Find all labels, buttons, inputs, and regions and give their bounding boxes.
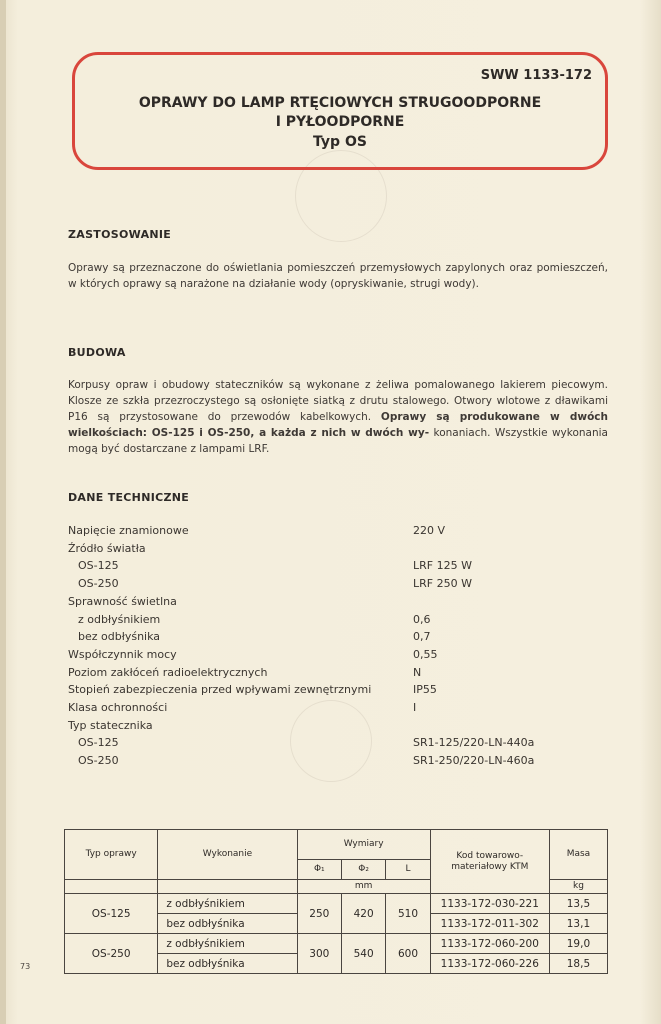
budowa-text-part-a: Korpusy opraw i obudowy stateczników są wykonane z żeliwa pomalowanego lakierem piecowym. Klosze ze szkła przezroczystego są osłonięte siatką z drutu stalowego. Otwory wlotowe z dławikami P16 są przystosowane do przewodów kabelkowych. xyxy=(68,379,608,423)
bleed-through-circle xyxy=(290,700,372,782)
cell-wykonanie: bez odbłyśnika xyxy=(158,914,297,934)
cell-typ: OS-125 xyxy=(65,894,158,934)
spec-label: Stopień zabezpieczenia przed wpływami zewnętrznymi xyxy=(68,683,372,696)
cell-wykonanie: z odbłyśnikiem xyxy=(158,934,297,954)
spec-label: Źródło światła xyxy=(68,542,146,555)
cell-phi2: 540 xyxy=(341,934,385,974)
spec-value: LRF 250 W xyxy=(413,577,472,590)
zastosowanie-text: Oprawy są przeznaczone do oświetlania pomieszczeń przemysłowych zapylonych oraz pomieszczeń, w których oprawy są narażone na działanie wody (opryskiwanie, strugi wody). xyxy=(68,262,608,290)
section-heading-dane: DANE TECHNICZNE xyxy=(68,491,190,504)
spec-label: Klasa ochronności xyxy=(68,701,168,714)
cell-ktm: 1133-172-060-200 xyxy=(430,934,549,954)
cell-masa: 19,0 xyxy=(549,934,607,954)
budowa-text-bold: Oprawy są produkowane w dwóch wielkościach: OS-125 i OS-250, a każda z nich w dwóch wy- xyxy=(68,411,608,439)
cell-phi1: 300 xyxy=(297,934,341,974)
header-phi2: Φ₂ xyxy=(341,860,385,880)
book-spine xyxy=(0,0,6,1024)
spec-value: N xyxy=(413,666,422,679)
spec-label: OS-250 xyxy=(78,754,119,767)
cell-masa: 13,5 xyxy=(549,894,607,914)
header-wykonanie: Wykonanie xyxy=(158,830,297,880)
section-heading-zastosowanie: ZASTOSOWANIE xyxy=(68,228,172,241)
cell-wykonanie: z odbłyśnikiem xyxy=(158,894,297,914)
cell-phi1: 250 xyxy=(297,894,341,934)
budowa-text xyxy=(68,377,608,457)
title-line-1: OPRAWY DO LAMP RTĘCIOWYCH STRUGOODPORNE xyxy=(138,95,542,111)
spec-value: 220 V xyxy=(413,524,446,537)
spec-label: OS-125 xyxy=(78,736,119,749)
cell-l: 600 xyxy=(386,934,430,974)
spec-value: I xyxy=(413,701,417,714)
document-code: SWW 1133-172 xyxy=(480,68,592,83)
header-phi1: Φ₁ xyxy=(297,860,341,880)
spec-label: Poziom zakłóceń radioelektrycznych xyxy=(68,666,268,679)
title-line-2: I PYŁOODPORNE xyxy=(275,114,405,130)
section-heading-budowa: BUDOWA xyxy=(68,346,126,359)
cell-ktm: 1133-172-011-302 xyxy=(430,914,549,934)
variants-table xyxy=(64,829,608,974)
spec-label: Współczynnik mocy xyxy=(68,648,177,661)
spec-value: SR1-250/220-LN-460a xyxy=(413,754,535,767)
spec-value: 0,55 xyxy=(413,648,438,661)
spec-label: OS-125 xyxy=(78,559,119,572)
cell-wykonanie: bez odbłyśnika xyxy=(158,954,297,974)
spec-value: IP55 xyxy=(413,683,437,696)
spec-label: Typ statecznika xyxy=(68,719,153,732)
spec-label: z odbłyśnikiem xyxy=(78,613,161,626)
spec-value: LRF 125 W xyxy=(413,559,472,572)
spec-label: OS-250 xyxy=(78,577,119,590)
header-wymiary: Wymiary xyxy=(297,830,430,860)
header-l: L xyxy=(386,860,430,880)
spec-value: 0,7 xyxy=(413,630,431,643)
header-masa: Masa xyxy=(549,830,607,880)
header-kod: Kod towarowo-materiałowy KTM xyxy=(430,830,549,894)
table-row xyxy=(65,894,608,914)
spec-label: Sprawność świetlna xyxy=(68,595,177,608)
cell-ktm: 1133-172-030-221 xyxy=(430,894,549,914)
title-line-3: Typ OS xyxy=(313,134,367,150)
cell-masa: 18,5 xyxy=(549,954,607,974)
header-kg: kg xyxy=(549,880,607,894)
cell-phi2: 420 xyxy=(341,894,385,934)
spec-value: 0,6 xyxy=(413,613,431,626)
header-mm: mm xyxy=(297,880,430,894)
header-typ: Typ oprawy xyxy=(65,830,158,880)
cell-l: 510 xyxy=(386,894,430,934)
cell-typ: OS-250 xyxy=(65,934,158,974)
spec-label: Napięcie znamionowe xyxy=(68,524,189,537)
spec-value: SR1-125/220-LN-440a xyxy=(413,736,535,749)
budowa-text-part-b: konaniach. Wszystkie wykonania mogą być dostarczane z lampami LRF. xyxy=(68,427,608,455)
header-spacer xyxy=(158,880,297,894)
page-number: 73 xyxy=(20,962,31,971)
spec-label: bez odbłyśnika xyxy=(78,630,161,643)
header-spacer xyxy=(65,880,158,894)
cell-ktm: 1133-172-060-226 xyxy=(430,954,549,974)
cell-masa: 13,1 xyxy=(549,914,607,934)
table-row xyxy=(65,934,608,954)
